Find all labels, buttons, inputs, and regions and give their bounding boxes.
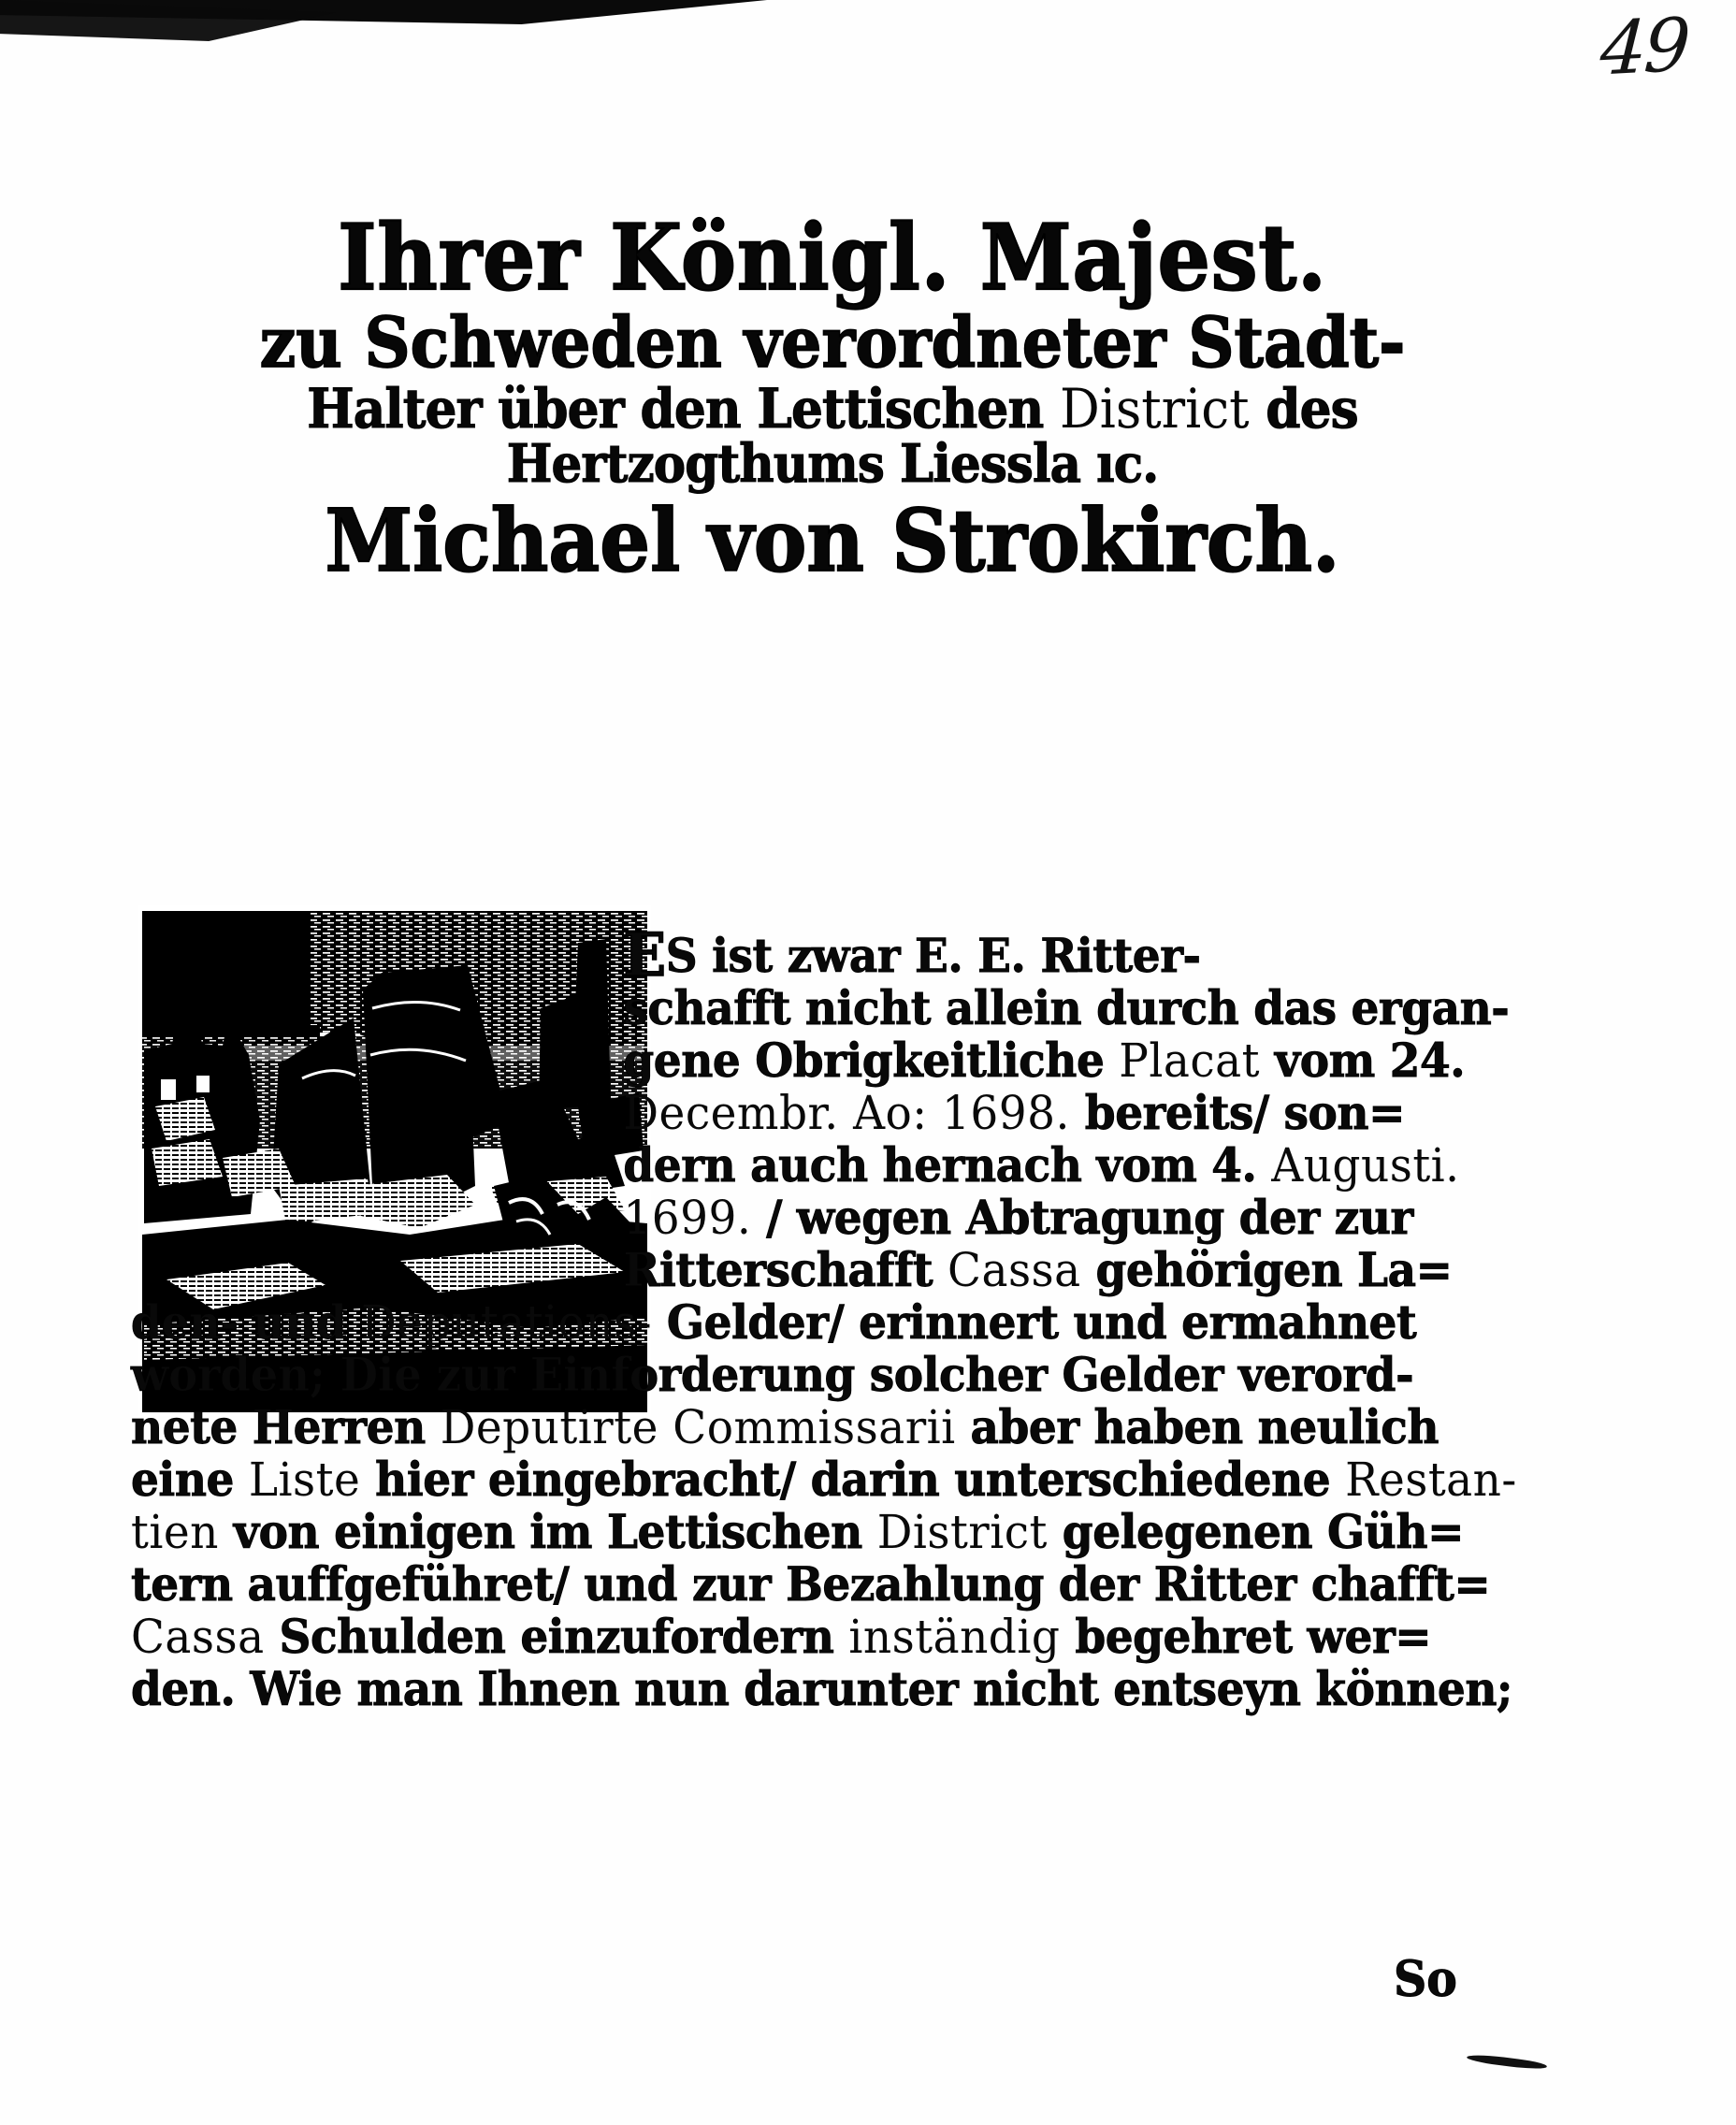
fraktur-text: dern auch hernach vom 4.: [623, 1137, 1272, 1193]
body-line: [131, 1661, 1512, 1716]
roman-type-word: Placat: [1119, 1034, 1261, 1088]
document-heading: [122, 205, 1543, 591]
heading-line-4: Hertzogthums Liessla ıc.: [506, 433, 1159, 495]
fraktur-text: bereits/ son=: [1069, 1085, 1406, 1140]
handwritten-folio-number: 49: [1598, 3, 1690, 93]
heading-line-2: zu Schweden verordneter Stadt-: [259, 303, 1406, 383]
body-line: [131, 1504, 1464, 1559]
body-line: [131, 1087, 1441, 1139]
body-line: [131, 1137, 1460, 1193]
roman-type-word: Restan-: [1345, 1453, 1517, 1507]
fraktur-text: gehörigen La=: [1080, 1242, 1453, 1297]
fraktur-text: / wegen Abtragung der zur: [751, 1190, 1413, 1245]
roman-type-word: Deputirte Commissarii: [440, 1400, 956, 1454]
fraktur-text: begehret wer=: [1060, 1609, 1432, 1664]
proclamation-body-text: [131, 920, 1525, 1716]
body-line: [131, 1556, 1491, 1612]
fraktur-text: eine: [131, 1452, 249, 1507]
fraktur-text: den- und: [131, 1294, 362, 1350]
heading-line-3-part-c: des: [1249, 377, 1358, 441]
body-line: [131, 920, 1441, 990]
roman-type-word: Cassa: [131, 1610, 265, 1664]
fraktur-text: schafft nicht allein durch das ergan-: [623, 980, 1510, 1035]
fraktur-text: den. Wie man Ihnen nun darunter nicht entseyn können;: [131, 1661, 1512, 1716]
fraktur-text: S ist zwar E. E. Ritter-: [665, 928, 1201, 983]
body-line: [131, 1192, 1441, 1244]
roman-type-word: tien: [131, 1505, 219, 1559]
body-line: [131, 1611, 1441, 1663]
roman-type-word: 1699.: [623, 1191, 752, 1245]
roman-type-word: District: [876, 1505, 1048, 1559]
roman-type-word: Deputations-: [361, 1295, 653, 1350]
fraktur-text: Gelder/ erinnert und ermahnet: [652, 1294, 1417, 1350]
heading-line-3-district: District: [1059, 377, 1250, 441]
fraktur-text: worden; Die zur Einforderung solcher Gelder verord-: [131, 1347, 1414, 1402]
initial-capital: E: [623, 920, 666, 990]
ink-smudge-artifact: [1467, 2053, 1547, 2071]
heading-line-3-part-a: Halter über den Lettischen: [307, 377, 1060, 441]
fraktur-text: hier eingebracht/ darin unterschiedene: [360, 1452, 1346, 1507]
body-line: [131, 1349, 1441, 1401]
fraktur-text: vom 24.: [1260, 1033, 1466, 1088]
heading-line-5-name: Michael von Strokirch.: [325, 490, 1340, 591]
roman-type-word: Decembr. Ao: 1698.: [623, 1086, 1070, 1140]
fraktur-text: aber haben neulich: [955, 1399, 1439, 1454]
fraktur-text: gelegenen Güh=: [1047, 1504, 1464, 1559]
body-line: [131, 1296, 1441, 1349]
fraktur-text: gene Obrigkeitliche: [623, 1033, 1120, 1088]
body-line: [131, 980, 1510, 1035]
body-line: [131, 1452, 1517, 1507]
roman-type-word: Cassa: [948, 1243, 1081, 1297]
body-line: [131, 1033, 1466, 1088]
body-line: [131, 1401, 1441, 1453]
fraktur-text: Schulden einzufordern: [264, 1609, 849, 1664]
roman-type-word: Augusti.: [1271, 1138, 1460, 1193]
fraktur-text: tern auffgeführet/ und zur Bezahlung der Ritter chafft=: [131, 1556, 1491, 1612]
catchword: So: [1394, 1951, 1457, 2008]
fraktur-text: von einigen im Lettischen: [218, 1504, 877, 1559]
roman-type-word: inständig: [848, 1610, 1061, 1664]
heading-line-1: Ihrer Königl. Majest.: [338, 205, 1327, 311]
fraktur-text: nete Herren: [131, 1399, 441, 1454]
body-line: [131, 1242, 1453, 1297]
roman-type-word: Liste: [248, 1453, 361, 1507]
heading-line-3: [179, 377, 1486, 441]
fraktur-text: Ritterschafft: [623, 1242, 948, 1297]
